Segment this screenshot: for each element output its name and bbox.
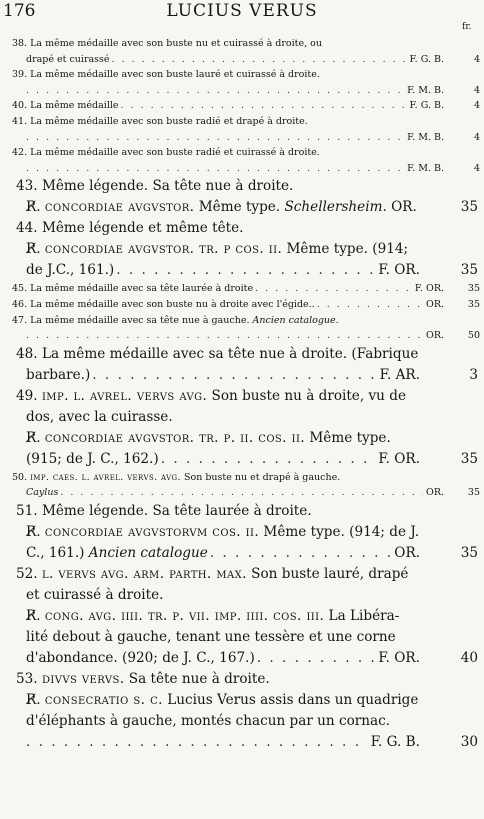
metal-size-label: F. M. B. [404, 130, 444, 146]
metal-size-label: OR. [423, 328, 444, 344]
description-text: 50. [12, 471, 31, 483]
description-text: R̸. [26, 241, 45, 258]
entry-text [16, 501, 312, 522]
dot-leader [60, 485, 423, 501]
entry-text [26, 407, 173, 428]
description-text: Son buste lauré, drapé [246, 565, 409, 582]
entry-text [12, 67, 320, 83]
description-text: R̸. [26, 607, 45, 624]
description-text: Même type. [194, 199, 285, 216]
entry-text [16, 669, 270, 690]
entry-line [0, 297, 484, 313]
description-text: d'éléphants à gauche, montés chacun par un cornac. [26, 712, 391, 729]
price-value: 4 [473, 131, 480, 143]
entry-text [26, 365, 90, 386]
coin-entry [0, 386, 484, 470]
dot-leader [116, 260, 375, 281]
price-value: 35 [460, 544, 478, 561]
description-text: 42. La même médaille avec son buste radié et cuirassé à droite. [12, 147, 320, 159]
description-text: 47. La même médaille avec sa tête nue à gauche. [12, 314, 253, 326]
coin-entry [0, 218, 484, 281]
entry-text [26, 239, 408, 260]
description-text: Même type. [305, 429, 391, 446]
page-number: 176 [3, 1, 36, 21]
entry-line [0, 328, 484, 344]
dot-leader [92, 365, 376, 386]
description-text: 38. La même médaille avec son buste nu et cuirassé à droite, ou [12, 38, 322, 49]
coin-entry [0, 501, 484, 564]
legend-text: l. vervs avg. arm. parth. max. [41, 565, 247, 582]
dot-leader [121, 98, 407, 114]
entry-line [0, 627, 484, 648]
entry-line [0, 485, 484, 501]
entry-line [0, 313, 484, 329]
source-reference: Ancien catalogue [252, 314, 336, 326]
entry-text [12, 114, 308, 130]
description-text: Lucius Verus assis dans un quadrige [162, 691, 419, 708]
description-text: Son buste nu à droite, vu de [207, 387, 406, 404]
price-value: 35 [467, 487, 480, 499]
description-text: R̸. [26, 199, 45, 216]
price-value: 35 [467, 283, 480, 295]
dot-leader [26, 161, 404, 177]
dot-leader [255, 281, 412, 297]
legend-text: concordiae avgvstorvm cos. ii. [44, 523, 260, 540]
price-value: 50 [467, 330, 480, 342]
coin-entry [0, 669, 484, 753]
description-text: La Libéra- [324, 607, 400, 624]
coin-entry [0, 67, 484, 98]
entry-line [0, 114, 484, 130]
entry-line [0, 690, 484, 711]
entry-line [0, 83, 484, 99]
entry-line [0, 145, 484, 161]
entry-line [0, 239, 484, 260]
description-text: . OR. [382, 199, 417, 216]
price-value: 35 [460, 199, 478, 216]
legend-text: consecratio s. c. [44, 691, 163, 708]
legend-text: concordiae avgvstor. tr. p cos. ii. [44, 241, 283, 258]
description-text: 46. La même médaille avec son buste nu à droite avec l'égide.. [12, 298, 315, 310]
dot-leader [161, 449, 376, 470]
metal-size-label: OR. [391, 543, 420, 564]
metal-size-label: F. G. B. [368, 732, 420, 753]
entry-line [0, 281, 484, 297]
dot-leader [257, 648, 376, 669]
entry-text [26, 606, 399, 627]
price-value: 35 [467, 298, 480, 310]
coin-entry-list [0, 36, 484, 753]
entry-line [0, 98, 484, 114]
dot-leader [26, 83, 404, 99]
entry-line [0, 344, 484, 365]
entry-line [0, 197, 484, 218]
description-text: (915; de J. C., 162.) [26, 450, 159, 467]
description-text: drapé et cuirassé [26, 53, 110, 65]
coin-entry [0, 145, 484, 176]
metal-size-label: F. AR. [377, 365, 420, 386]
entry-line [0, 470, 484, 486]
description-text: barbare.) [26, 366, 91, 383]
price-value: 30 [460, 733, 478, 750]
description-text: 40. La même médaille [12, 100, 119, 112]
price-value: 35 [460, 450, 478, 467]
entry-line [0, 161, 484, 177]
entry-line [0, 67, 484, 83]
entry-line [0, 428, 484, 449]
entry-line [0, 386, 484, 407]
price-value: 35 [460, 262, 478, 279]
entry-line [0, 449, 484, 470]
description-text: R̸. [26, 429, 45, 446]
entry-text [26, 52, 110, 68]
coin-entry [0, 176, 484, 218]
entry-line [0, 648, 484, 669]
metal-size-label: F. G. B. [407, 98, 444, 114]
description-text: Sa tête nue à droite. [124, 670, 270, 687]
dot-leader [317, 297, 423, 313]
entry-line [0, 130, 484, 146]
entry-text [26, 522, 419, 543]
source-reference: Caylus [26, 487, 59, 499]
metal-size-label: F. OR. [412, 281, 444, 297]
price-value: 4 [473, 162, 480, 174]
entry-line [0, 218, 484, 239]
entry-text [12, 297, 315, 313]
entry-text [16, 386, 406, 407]
price-value: 3 [469, 366, 478, 383]
coin-entry [0, 313, 484, 344]
legend-text: concordiae avgvstor. [44, 199, 195, 216]
description-text: et cuirassé à droite. [26, 586, 164, 603]
coin-entry [0, 36, 484, 67]
dot-leader [210, 543, 392, 564]
entry-text [16, 564, 408, 585]
entry-line [0, 543, 484, 564]
description-text: 41. La même médaille avec son buste radié et drapé à droite. [12, 115, 308, 127]
dot-leader [26, 732, 368, 753]
entry-line [0, 564, 484, 585]
entry-text [26, 485, 58, 501]
metal-size-label: OR. [423, 485, 444, 501]
legend-text: cong. avg. iiii. tr. p. vii. imp. iiii. cos. iii. [44, 607, 325, 624]
entry-text [12, 98, 119, 114]
entry-text [26, 428, 391, 449]
description-text: 45. La même médaille avec sa tête laurée à droite [12, 283, 254, 295]
metal-size-label: OR. [423, 297, 444, 313]
entry-text [16, 176, 293, 197]
entry-line [0, 522, 484, 543]
description-text: 51. Même légende. Sa tête laurée à droite. [16, 502, 312, 519]
description-text: 49. [16, 387, 42, 404]
metal-size-label: F. G. B. [407, 52, 444, 68]
coin-entry [0, 564, 484, 669]
coin-entry [0, 114, 484, 145]
metal-size-label: F. M. B. [404, 161, 444, 177]
coin-entry [0, 297, 484, 313]
description-text: Même type. (914; [282, 241, 409, 258]
price-value: 40 [460, 649, 478, 666]
entry-text [26, 711, 390, 732]
description-text: 44. Même légende et même tête. [16, 220, 244, 237]
entry-text [26, 197, 417, 218]
entry-line [0, 585, 484, 606]
coin-entry [0, 98, 484, 114]
metal-size-label: F. OR. [375, 648, 420, 669]
description-text: 43. Même légende. Sa tête nue à droite. [16, 178, 294, 195]
entry-text [12, 313, 339, 329]
legend-text: concordiae avgvstor. tr. p. ii. cos. ii. [44, 429, 306, 446]
description-text: 39. La même médaille avec son buste lauré et cuirassé à droite. [12, 69, 320, 81]
entry-text [12, 281, 253, 297]
description-text: 52. [16, 565, 42, 582]
coin-entry [0, 470, 484, 501]
metal-size-label: F. OR. [375, 449, 420, 470]
coin-entry [0, 344, 484, 386]
entry-text [26, 543, 208, 564]
entry-line [0, 606, 484, 627]
description-text: de J.C., 161.) [26, 262, 115, 279]
entry-text [26, 585, 163, 606]
description-text: C., 161.) [26, 544, 89, 561]
description-text: Même type. (914; de J. [259, 523, 420, 540]
entry-text [26, 260, 114, 281]
description-text: R̸. [26, 523, 45, 540]
dot-leader [26, 130, 404, 146]
entry-line [0, 365, 484, 386]
description-text: d'abondance. (920; de J. C., 167.) [26, 649, 255, 666]
source-reference: Ancien catalogue [88, 544, 208, 561]
entry-text [26, 648, 255, 669]
entry-line [0, 501, 484, 522]
description-text: Son buste nu et drapé à gauche. [180, 471, 341, 483]
source-reference: Schellersheim [284, 199, 383, 216]
entry-line [0, 711, 484, 732]
entry-line [0, 176, 484, 197]
entry-line [0, 52, 484, 68]
entry-text [26, 449, 159, 470]
description-text: 48. La même médaille avec sa tête nue à droite. (Fabrique [16, 345, 419, 362]
description-text: dos, avec la cuirasse. [26, 408, 173, 425]
entry-line [0, 407, 484, 428]
metal-size-label: F. OR. [375, 260, 420, 281]
entry-text [12, 36, 322, 52]
price-value: 4 [473, 53, 480, 65]
entry-text [26, 627, 396, 648]
entry-text [16, 218, 243, 239]
legend-text: imp. caes. l. avrel. vervs. avg. [30, 471, 181, 483]
entry-text [12, 470, 340, 486]
page-title: LUCIUS VERUS [166, 1, 318, 21]
description-text: . [335, 314, 339, 326]
entry-line [0, 260, 484, 281]
legend-text: divvs vervs. [41, 670, 125, 687]
description-text: R̸. [26, 691, 45, 708]
coin-entry [0, 281, 484, 297]
entry-line [0, 732, 484, 753]
value-column-header: fr. [462, 22, 472, 32]
legend-text: imp. l. avrel. vervs avg. [41, 387, 208, 404]
entry-text [12, 145, 320, 161]
dot-leader [26, 328, 423, 344]
entry-text [16, 344, 418, 365]
description-text: 53. [16, 670, 42, 687]
price-value: 4 [473, 100, 480, 112]
entry-line [0, 669, 484, 690]
entry-line [0, 36, 484, 52]
metal-size-label: F. M. B. [404, 83, 444, 99]
entry-text [26, 690, 418, 711]
description-text: lité debout à gauche, tenant une tessère et une corne [26, 628, 396, 645]
price-value: 4 [473, 84, 480, 96]
dot-leader [112, 52, 407, 68]
